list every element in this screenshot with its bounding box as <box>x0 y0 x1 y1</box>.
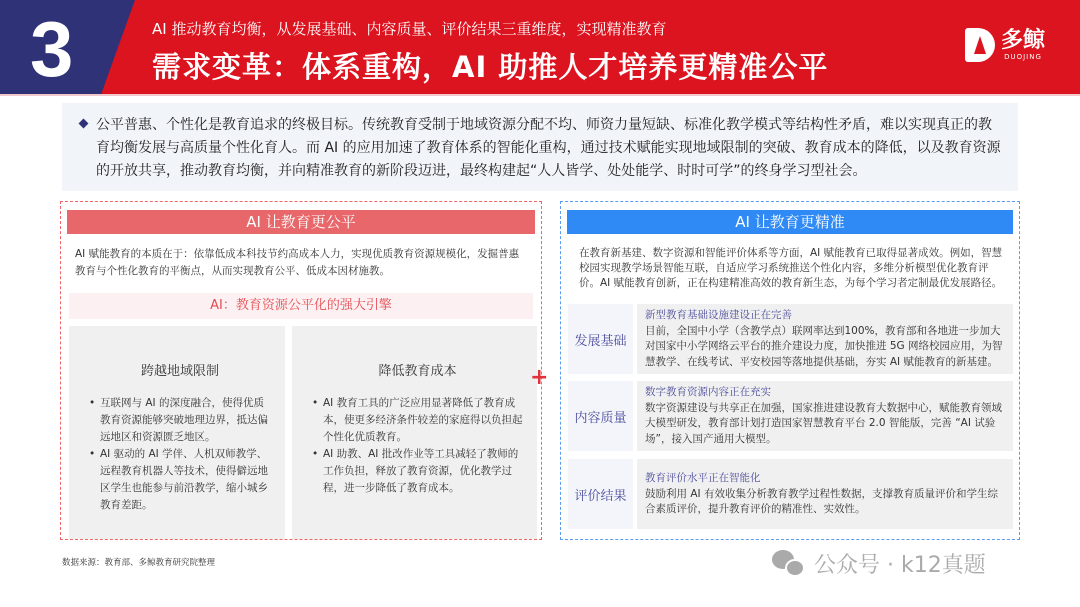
card-cross-region <box>69 326 285 539</box>
row-title: 教育评价水平正在智能化 <box>645 472 761 484</box>
row-text: 数字资源建设与共享正在加强，国家推进建设教育大数据中心，赋能教育领域大模型研发，教育部计划打造国家智慧教育平台 2.0 智能版，完善 “AI 试验场”，接入国产通用大模型。 <box>645 401 1002 445</box>
row-text: 目前，全国中小学（含教学点）联网率达到100%，教育部和各地进一步加大对国家中小学网络云平台的推介建设力度，加快推进 5G 网络校园应用，为智慧教学、在线考试、平安校园等落地提供基础，夯实 AI 赋能教育的新基建。 <box>645 324 1003 368</box>
watermark <box>772 548 986 579</box>
precision-panel <box>560 201 1020 540</box>
card-reduce-cost <box>292 326 537 539</box>
diamond-bullet-icon <box>79 119 89 129</box>
precision-description: 在教育新基建、数字资源和智能评价体系等方面，AI 赋能教育已取得显著成效。例如，智慧校园实现教学场景智能互联，自适应学习系统推送个性化内容，多维分析模型优化教育评价。AI 赋能教育创新，正在构建精准高效的教育新生态，为每个学习者定制最优发展路径。 <box>579 247 1003 289</box>
card-title: 跨越地域限制 <box>140 364 219 379</box>
watermark-text: 公众号 · k12真题 <box>814 553 986 578</box>
divider <box>0 94 1080 96</box>
page-subtitle: AI 推动教育均衡，从发展基础、内容质量、评价结果三重维度，实现精准教育 <box>152 20 667 38</box>
brand-logo <box>965 28 1045 62</box>
list-item: • AI 助教、AI 批改作业等工具减轻了教师的工作负担，释放了教育资源，优化教学过程，进一步降低了教育成本。 <box>312 446 523 497</box>
list-item: • AI 驱动的 AI 学伴、人机双师教学、远程教育机器人等技术，使得僻远地区学生也能参与前沿教学，缩小城乡教育差距。 <box>89 446 271 514</box>
row-content-quality <box>568 381 1013 451</box>
row-text: 鼓励利用 AI 有效收集分析教育教学过程性数据，支撑教育质量评价和学生综合素质评价，提升教育评价的精准性、实效性。 <box>645 487 998 515</box>
row-evaluation <box>568 459 1013 529</box>
precision-title: AI 让教育更精准 <box>567 210 1013 234</box>
card-title: 降低教育成本 <box>378 364 457 379</box>
page-title: 需求变革：体系重构，AI 助推人才培养更精准公平 <box>152 50 829 84</box>
fairness-description: AI 赋能教育的本质在于：依靠低成本科技节约高成本人力，实现优质教育资源规模化，发掘普惠教育与个性化教育的平衡点，从而实现教育公平、低成本因材施教。 <box>75 248 520 277</box>
logo-text: 多鲸 <box>1001 28 1046 53</box>
row-foundation <box>568 304 1013 374</box>
row-title: 新型教育基础设施建设正在完善 <box>645 309 792 321</box>
section-number: 3 <box>30 5 74 93</box>
row-title: 数字教育资源内容正在充实 <box>645 386 771 398</box>
wechat-icon <box>772 550 806 578</box>
list-item: • 互联网与 AI 的深度融合，使得优质教育资源能够突破地理边界，抵达偏远地区和资源匮乏地区。 <box>89 395 271 446</box>
list-item: • AI 教育工具的广泛应用显著降低了教育成本，使更多经济条件较差的家庭得以负担起个性化优质教育。 <box>312 395 523 446</box>
data-source: 数据来源：教育部、多鲸教育研究院整理 <box>62 558 216 568</box>
intro-box <box>62 103 1018 191</box>
row-label: 评价结果 <box>568 459 633 529</box>
intro-text: 公平普惠、个性化是教育追求的终极目标。传统教育受制于地域资源分配不均、师资力量短缺、标准化教学模式等结构性矛盾，难以实现真正的教育均衡发展与高质量个性化育人。而 AI 的应用加速了教育体系的智能化重构，通过技术赋能实现地域限制的突破、教育成本的降低，以及教育资源的开放共享，推动教育均衡，并向精准教育的新阶段迈进，最终构建起“人人皆学、处处能学、时时可学”的终身学习型社会。 <box>96 117 1001 179</box>
fairness-title: AI 让教育更公平 <box>67 210 535 234</box>
row-label: 内容质量 <box>568 381 633 451</box>
whale-logo-icon <box>965 28 995 62</box>
logo-subtext: DUOJING <box>1004 53 1042 61</box>
engine-subheader: AI：教育资源公平化的强大引擎 <box>69 293 533 319</box>
plus-icon: + <box>530 365 549 390</box>
row-label: 发展基础 <box>568 304 633 374</box>
fairness-panel <box>60 201 542 540</box>
